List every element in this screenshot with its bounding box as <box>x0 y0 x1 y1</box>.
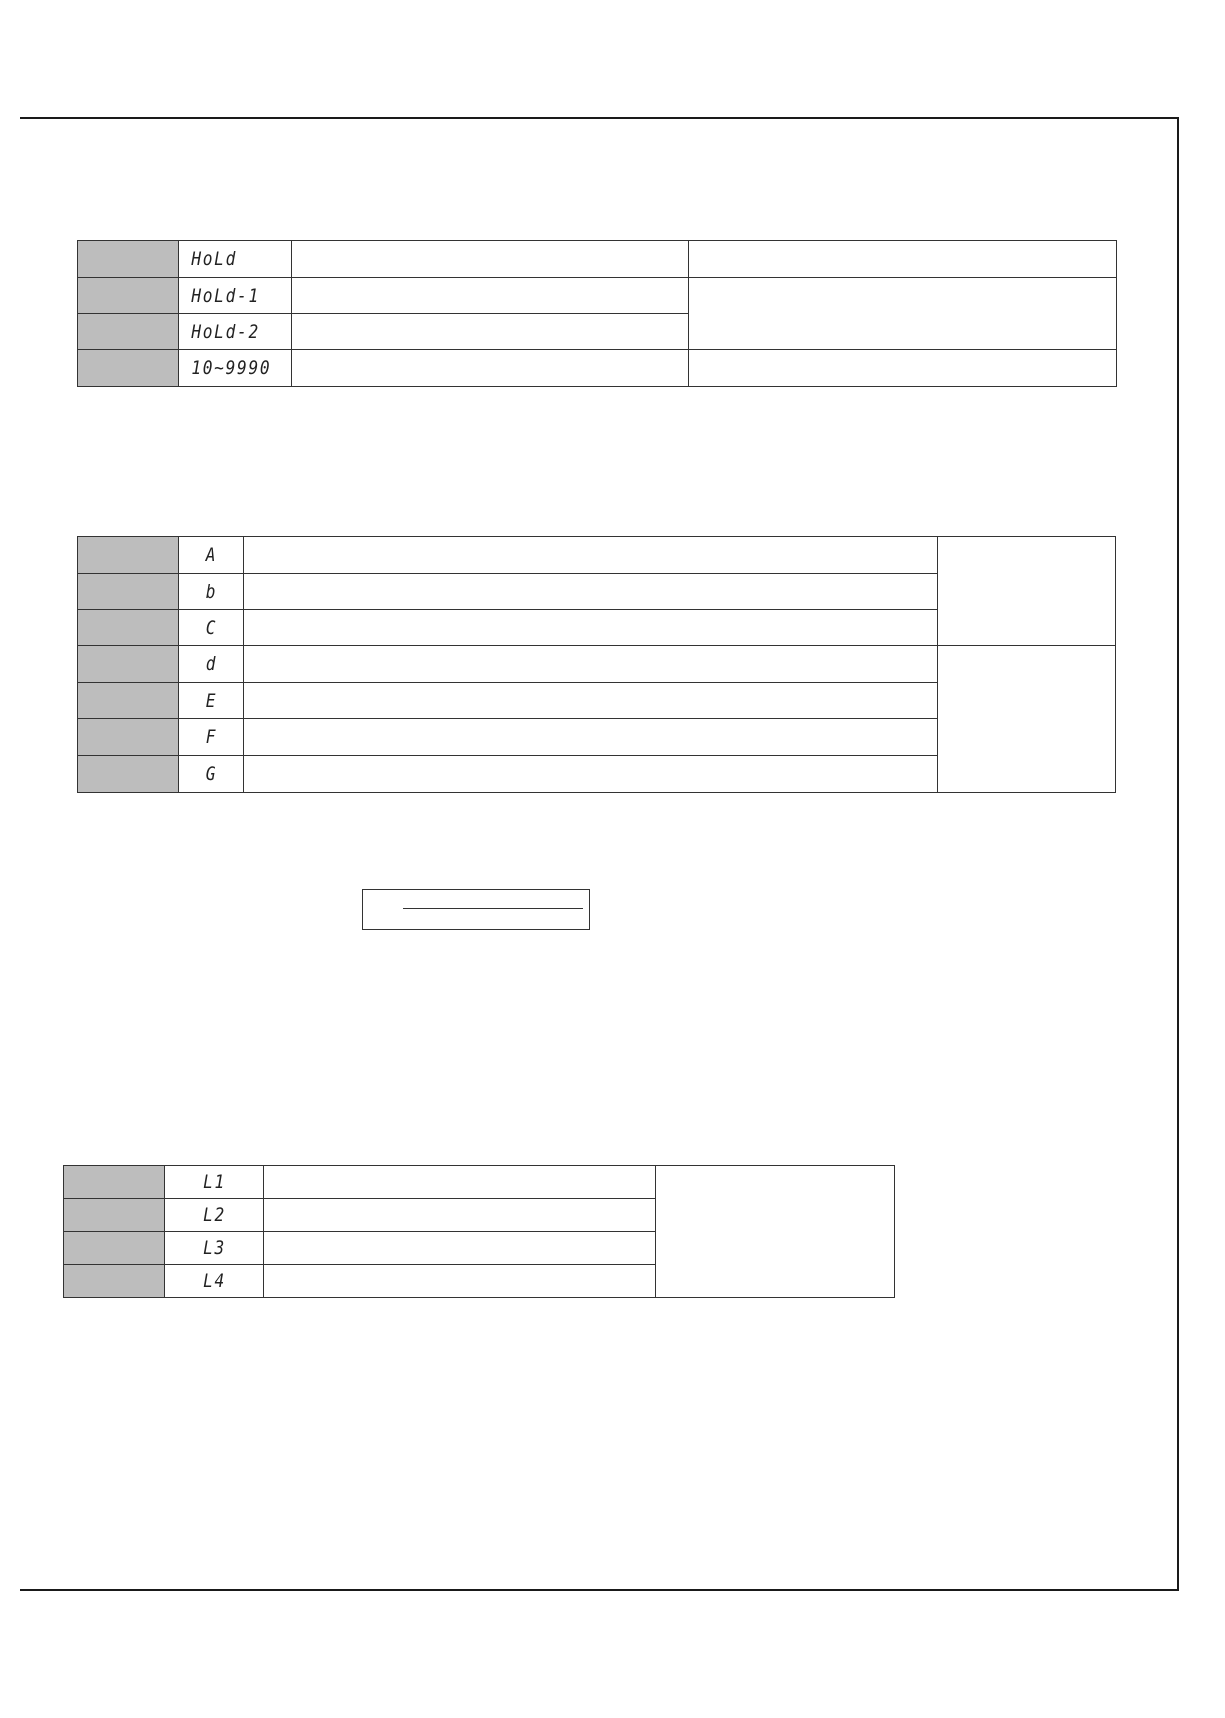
description-cell <box>244 646 938 683</box>
description-cell <box>264 1199 656 1232</box>
row-header-cell <box>78 756 179 793</box>
group-note-cell <box>938 537 1116 646</box>
description-cell <box>244 537 938 574</box>
description-cell <box>244 683 938 719</box>
row-header-cell <box>78 537 179 574</box>
bottom-rule <box>20 1589 1179 1591</box>
row-header-cell <box>78 610 179 646</box>
description-cell <box>244 756 938 793</box>
note-cell <box>689 278 1117 350</box>
fraction-line <box>403 908 583 909</box>
display-code: L4 <box>172 1265 256 1298</box>
row-header-cell <box>78 314 179 350</box>
table-row <box>78 350 1117 387</box>
display-code: L3 <box>172 1232 256 1265</box>
row-header-cell <box>78 574 179 610</box>
display-code: E <box>183 683 238 719</box>
note-cell <box>689 241 1117 278</box>
hold-settings-table <box>77 240 1117 387</box>
display-code: HoLd-1 <box>179 278 275 314</box>
description-cell <box>292 278 689 314</box>
display-code: L1 <box>172 1166 256 1199</box>
description-cell <box>264 1232 656 1265</box>
mode-letter-table <box>77 536 1116 793</box>
row-header-cell <box>78 350 179 387</box>
display-code: G <box>183 756 238 793</box>
group-note-cell <box>656 1166 895 1298</box>
row-header-cell <box>64 1265 165 1298</box>
description-cell <box>292 241 689 278</box>
description-cell <box>264 1166 656 1199</box>
display-code: HoLd-2 <box>179 314 275 350</box>
display-code: A <box>183 537 238 574</box>
description-cell <box>292 314 689 350</box>
description-cell <box>244 610 938 646</box>
formula-box <box>362 889 590 930</box>
display-code: b <box>183 574 238 610</box>
row-header-cell <box>78 241 179 278</box>
group-note-cell <box>938 646 1116 793</box>
level-table <box>63 1165 895 1298</box>
table-row <box>64 1166 895 1199</box>
row-header-cell <box>78 719 179 756</box>
display-code: d <box>183 646 238 683</box>
right-rule <box>1177 117 1179 1591</box>
description-cell <box>292 350 689 387</box>
table-row <box>78 241 1117 278</box>
row-header-cell <box>78 278 179 314</box>
row-header-cell <box>78 646 179 683</box>
description-cell <box>264 1265 656 1298</box>
table-row <box>78 537 1116 574</box>
display-code: C <box>183 610 238 646</box>
display-code: L2 <box>172 1199 256 1232</box>
table-row <box>78 278 1117 314</box>
row-header-cell <box>64 1166 165 1199</box>
row-header-cell <box>78 683 179 719</box>
display-code: F <box>183 719 238 756</box>
table-row <box>78 646 1116 683</box>
display-code: HoLd <box>179 241 275 278</box>
row-header-cell <box>64 1232 165 1265</box>
row-header-cell <box>64 1199 165 1232</box>
top-rule <box>20 117 1179 119</box>
description-cell <box>244 574 938 610</box>
note-cell <box>689 350 1117 387</box>
description-cell <box>244 719 938 756</box>
display-code: 10~9990 <box>179 350 275 387</box>
